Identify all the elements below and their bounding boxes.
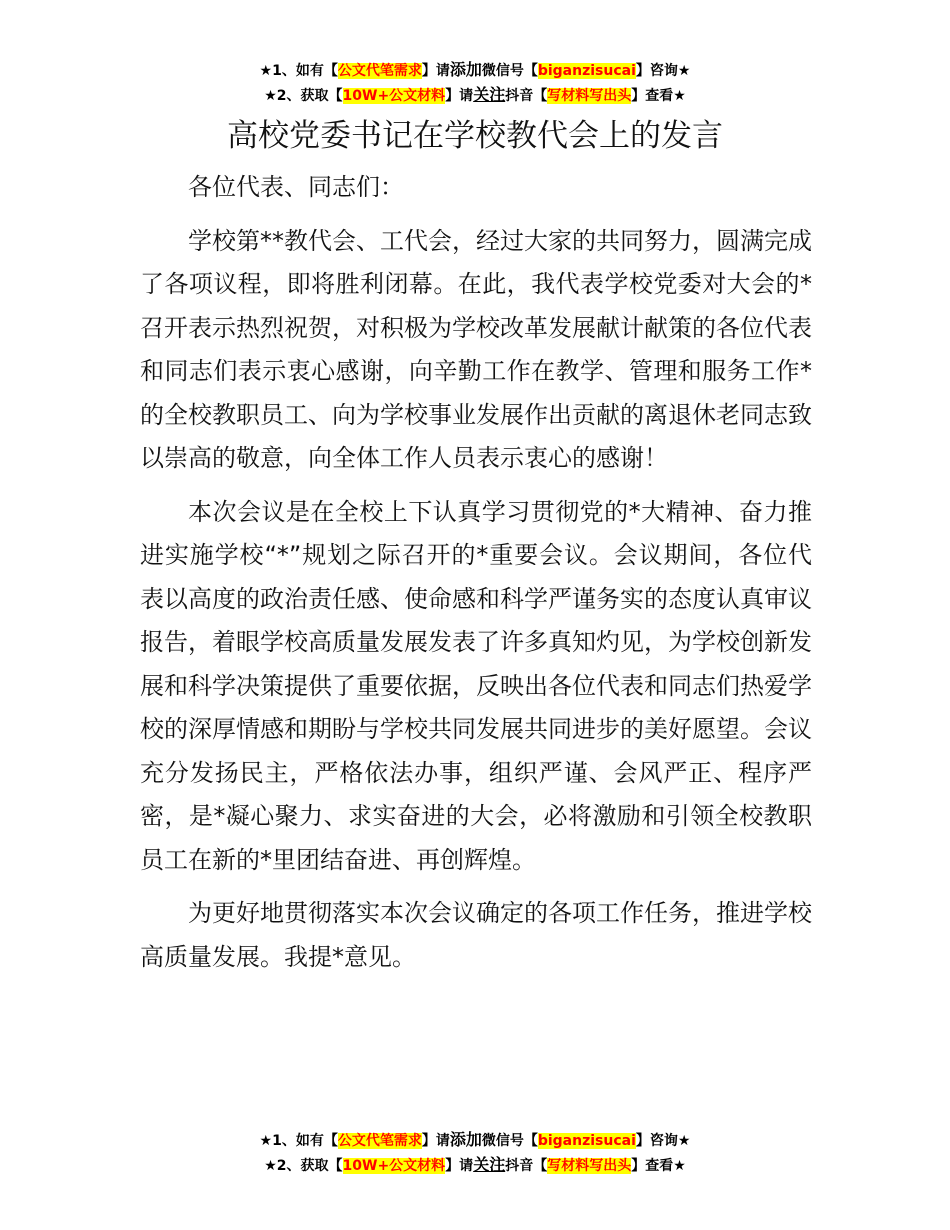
banner-emphasis: 添加	[449, 60, 482, 79]
banner-text: 微信号【	[481, 1133, 538, 1149]
banner-text: ★1、如有【	[259, 63, 338, 79]
banner-text: 】咨询★	[635, 63, 691, 79]
banner-text: 抖音【	[505, 1158, 548, 1174]
banner-text: 】请	[421, 63, 450, 79]
banner-line-1	[0, 58, 950, 83]
banner-line-2	[0, 1153, 950, 1178]
highlight-ghostwriting: 公文代笔需求	[337, 63, 422, 79]
salutation: 各位代表、同志们：	[188, 173, 404, 201]
document-body	[140, 166, 812, 989]
top-banner	[0, 58, 950, 108]
bottom-banner	[0, 1128, 950, 1178]
paragraph: 本次会议是在全校上下认真学习贯彻党的*大精神、奋力推进实施学校“*”规划之际召开的*重要会议。会议期间，各位代表以高度的政治责任感、使命感和科学严谨务实的态度认真审议报告，着眼学校高质量发展发表了许多真知灼见，为学校创新发展和科学决策提供了重要依据，反映出各位代表和同志们热爱学校的深厚情感和期盼与学校共同发展共同进步的美好愿望。会议充分发扬民主，严格依法办事，组织严谨、会风严正、程序严密，是*凝心聚力、求实奋进的大会，必将激励和引领全校教职员工在新的*里团结奋进、再创辉煌。	[140, 497, 812, 874]
banner-line-1	[0, 1128, 950, 1153]
banner-text: 】咨询★	[635, 1133, 691, 1149]
banner-text: 】请	[421, 1133, 450, 1149]
highlight-materials: 10W+公文材料	[342, 1158, 446, 1174]
banner-emphasis: 关注	[473, 85, 506, 104]
highlight-wechat-id: biganzisucai	[537, 1133, 636, 1149]
banner-text: 】查看★	[631, 88, 686, 104]
banner-emphasis: 关注	[473, 1155, 506, 1174]
document-title: 高校党委书记在学校教代会上的发言	[227, 118, 723, 154]
highlight-douyin-account: 写材料写出头	[547, 88, 632, 104]
banner-text: ★2、获取【	[264, 88, 343, 104]
highlight-douyin-account: 写材料写出头	[547, 1158, 632, 1174]
banner-text: 】查看★	[631, 1158, 686, 1174]
banner-text: 】请	[445, 88, 474, 104]
banner-text: ★2、获取【	[264, 1158, 343, 1174]
banner-text: 抖音【	[505, 88, 548, 104]
banner-text: 】请	[445, 1158, 474, 1174]
banner-text: ★1、如有【	[259, 1133, 338, 1149]
highlight-wechat-id: biganzisucai	[537, 63, 636, 79]
banner-text: 微信号【	[481, 63, 538, 79]
banner-emphasis: 添加	[449, 1130, 482, 1149]
banner-line-2	[0, 83, 950, 108]
paragraph: 学校第**教代会、工代会，经过大家的共同努力，圆满完成了各项议程，即将胜利闭幕。在此，我代表学校党委对大会的*召开表示热烈祝贺，对积极为学校改革发展献计献策的各位代表和同志们表示衷心感谢，向辛勤工作在教学、管理和服务工作*的全校教职员工、向为学校事业发展作出贡献的离退休老同志致以崇高的敬意，向全体工作人员表示衷心的感谢！	[140, 226, 812, 472]
highlight-materials: 10W+公文材料	[342, 88, 446, 104]
paragraph: 为更好地贯彻落实本次会议确定的各项工作任务，推进学校高质量发展。我提*意见。	[140, 899, 812, 971]
highlight-ghostwriting: 公文代笔需求	[337, 1133, 422, 1149]
